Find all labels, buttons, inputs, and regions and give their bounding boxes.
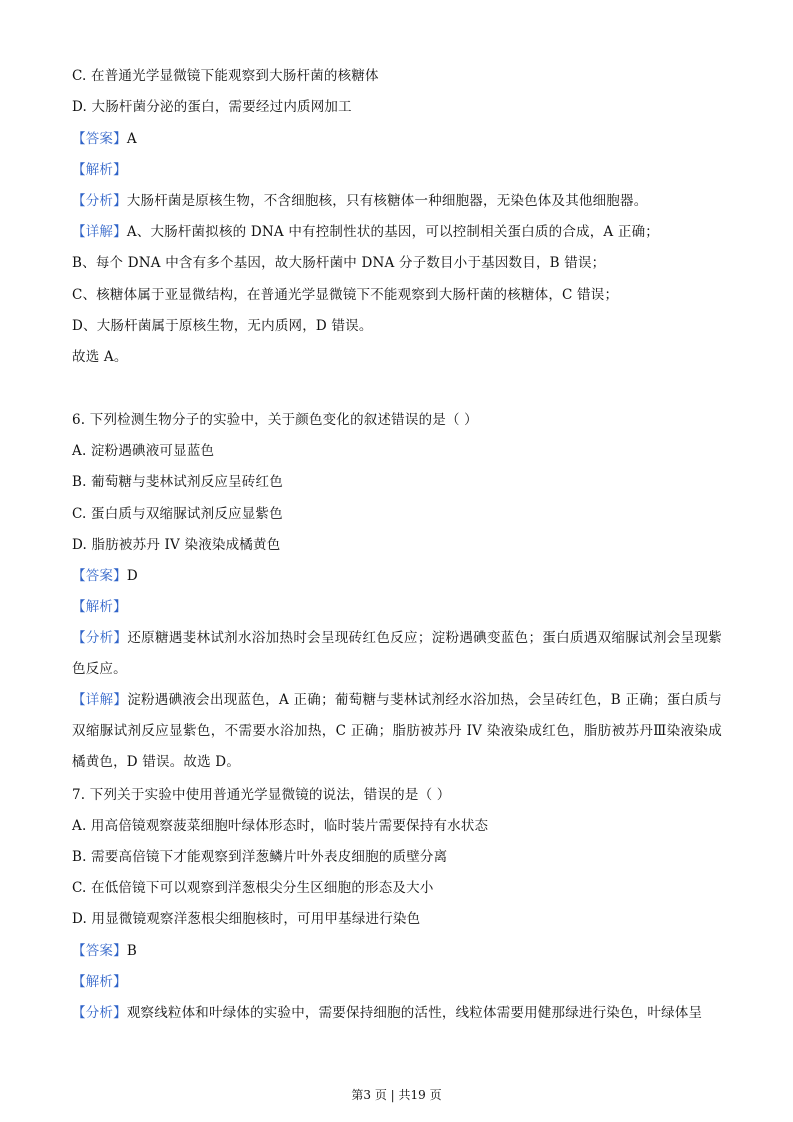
q5-option-c: C. 在普通光学显微镜下能观察到大肠杆菌的核糖体: [72, 68, 379, 84]
q6-option-d: D. 脂肪被苏丹 IV 染液染成橘黄色: [72, 537, 281, 553]
q6-analysis-heading: [72, 597, 127, 617]
fenxi-text: 还原糖遇斐林试剂水浴加热时会呈现砖红色反应；淀粉遇碘变蓝色；蛋白质遇双缩脲试剂会呈现紫色反应。: [72, 630, 722, 677]
answer-value: A: [126, 131, 137, 147]
q5-xiangjie-d: D、大肠杆菌属于原核生物，无内质网，D 错误。: [72, 318, 373, 334]
answer-value: D: [126, 568, 138, 584]
q5-conclusion: 故选 A。: [72, 349, 128, 365]
fenxi-tag: 【分析】: [72, 1005, 127, 1021]
analysis-tag: 【解析】: [72, 599, 127, 615]
q5-xiangjie-a: [72, 222, 659, 242]
answer-tag: 【答案】: [72, 131, 127, 147]
q7-answer: [72, 941, 137, 961]
fenxi-tag: 【分析】: [72, 630, 128, 646]
xiangjie-tag: 【详解】: [72, 692, 128, 708]
q7-option-a: A. 用高倍镜观察菠菜细胞叶绿体形态时，临时装片需要保持有水状态: [72, 818, 489, 834]
page-footer: 第3 页 | 共19 页: [351, 1088, 442, 1102]
q5-answer: [72, 129, 137, 149]
xiangjie-tag: 【详解】: [72, 224, 127, 240]
answer-value: B: [126, 943, 137, 959]
q6-option-c: C. 蛋白质与双缩脲试剂反应显紫色: [72, 506, 283, 522]
q6-fenxi: [72, 623, 722, 685]
q6-option-b: B. 葡萄糖与斐林试剂反应呈砖红色: [72, 474, 283, 490]
analysis-tag: 【解析】: [72, 162, 127, 178]
q7-analysis-heading: [72, 972, 127, 992]
q6-option-a: A. 淀粉遇碘液可显蓝色: [72, 443, 215, 459]
q7-option-d: D. 用显微镜观察洋葱根尖细胞核时，可用甲基绿进行染色: [72, 911, 421, 927]
q5-option-d: D. 大肠杆菌分泌的蛋白，需要经过内质网加工: [72, 99, 352, 115]
q7-option-c: C. 在低倍镜下可以观察到洋葱根尖分生区细胞的形态及大小: [72, 880, 434, 896]
q5-xiangjie-c: C、核糖体属于亚显微结构，在普通光学显微镜下不能观察到大肠杆菌的核糖体，C 错误；: [72, 287, 619, 303]
q6-stem: 6. 下列检测生物分子的实验中，关于颜色变化的叙述错误的是（ ）: [72, 412, 478, 428]
xiangjie-text: 淀粉遇碘液会出现蓝色，A 正确；葡萄糖与斐林试剂经水浴加热，会呈砖红色，B 正确；蛋白质与双缩脲试剂反应显紫色，不需要水浴加热，C 正确；脂肪被苏丹 IV 染液染成红色，脂肪被苏丹Ⅲ染液染成橘黄色，D 错误。故选 D。: [72, 692, 722, 770]
fenxi-text: 观察线粒体和叶绿体的实验中，需要保持细胞的活性，线粒体需要用健那绿进行染色，叶绿体呈: [126, 1005, 703, 1021]
q7-fenxi: [72, 1003, 702, 1023]
q6-answer: [72, 566, 138, 586]
q5-xiangjie-b: B、每个 DNA 中含有多个基因，故大肠杆菌中 DNA 分子数目小于基因数目，B 错误；: [72, 255, 606, 271]
answer-tag: 【答案】: [72, 568, 127, 584]
q6-xiangjie: [72, 685, 722, 778]
q5-analysis-heading: [72, 160, 127, 180]
q5-fenxi: [72, 191, 647, 211]
fenxi-text: 大肠杆菌是原核生物，不含细胞核，只有核糖体一种细胞器，无染色体及其他细胞器。: [126, 193, 648, 209]
q7-stem: 7. 下列关于实验中使用普通光学显微镜的说法，错误的是（ ）: [72, 787, 451, 803]
answer-tag: 【答案】: [72, 943, 127, 959]
analysis-tag: 【解析】: [72, 974, 127, 990]
fenxi-tag: 【分析】: [72, 193, 127, 209]
q7-option-b: B. 需要高倍镜下才能观察到洋葱鳞片叶外表皮细胞的质壁分离: [72, 849, 448, 865]
xiangjie-text: A、大肠杆菌拟核的 DNA 中有控制性状的基因，可以控制相关蛋白质的合成，A 正确；: [126, 224, 659, 240]
